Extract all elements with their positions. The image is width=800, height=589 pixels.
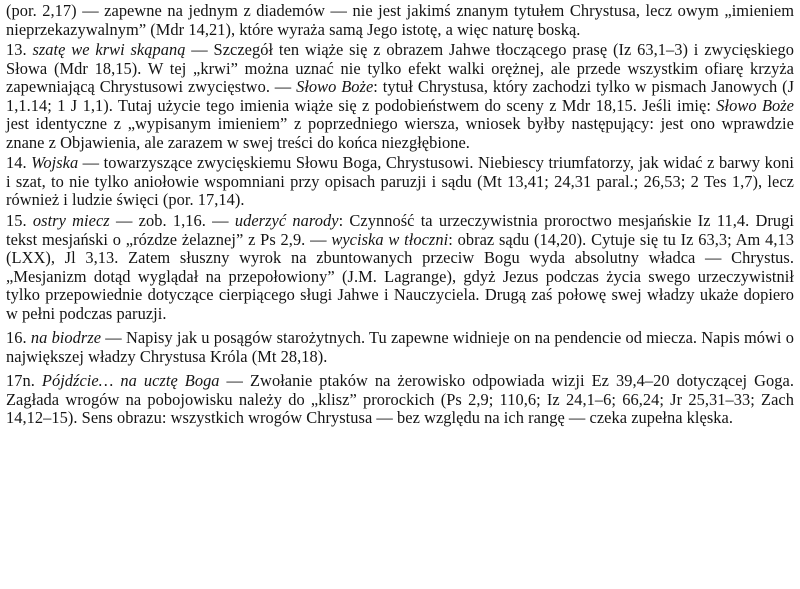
italic-term: Pójdźcie… na ucztę Boga [41, 371, 220, 391]
italic-term: ostry miecz [32, 211, 110, 231]
text-run: : obraz sądu (14,20). Cytuje się tu Iz 63,3; Am 4,13 (LXX), Jl 3,13. Zatem słuszny wyrok na zbuntowanych przeciw Bogu wyda absolutny władca — Chrystus. „Mesjanizm dotąd wyglądał na przepołowiony” (J.M. Lagrange), gdyż Jezus podczas życia swego urzeczywistnił tylko przepowiednie dotyczące cierpiącego sługi Jahwe i Nauczyciela. Drugą zaś połowę swej władzy ukaże dopiero w pełni podczas paruzji. [6, 229, 794, 323]
paragraph [6, 212, 794, 323]
text-run: — Zwołanie ptaków na żerowisko odpowiada wizji Ez 39,4–20 dotyczącej Goga. Zagłada wrogów na pobojowisku należy do „klisz” prorockich (Ps 2,9; 110,6; Iz 24,1–6; 66,24; Jr 25,31–33; Zach 14,12–15). Sens obrazu: wszystkich wrogów Chrystusa — bez względu na ich rangę — czeka zupełna klęska. [6, 371, 795, 428]
italic-term: Słowo Boże [716, 95, 795, 115]
text-run: jest identyczne z „wypisanym imieniem” z poprzedniego wiersza, wniosek byłby następujący: jest ono wprawdzie znane z Objawienia, ale zarazem w swej treści do końca niezgłębione. [6, 114, 794, 152]
paragraph [6, 372, 794, 428]
text-run: — towarzyszące zwycięskiemu Słowu Boga, Chrystusowi. Niebiescy triumfatorzy, jak widać z barwy koni i szat, to nie tylko aniołowie wspomniani przy opisach paruzji i sądu (Mt 13,41; 24,31 paral.; 26,53; 2 Tes 1,7), lecz również i ludzie święci (por. 17,14). [6, 153, 794, 210]
text-run: : Czynność ta urzeczywistnia proroctwo mesjańskie Iz 11,4. Drugi tekst mesjański o „rózdze żelaznej” z Ps 2,9. — [6, 211, 794, 249]
text-run: — Szczegół ten wiąże się z obrazem Jahwe tłoczącego prasę (Iz 63,1–3) i zwycięskiego Słowa (Mdr 18,15). W tej „krwi” można uznać nie tylko efekt walki orężnej, ale przede wszystkim ofiarę krzyża zapewniającą Chrystusowi zwycięstwo. — [6, 40, 794, 97]
paragraph [6, 154, 794, 210]
text-run: : tytuł Chrystusa, który zachodzi tylko w pismach Janowych (J 1,1.14; 1 J 1,1). Tutaj użycie tego imienia wiąże się z podobieństwem do sceny z Mdr 18,15. Jeśli imię: [6, 77, 795, 115]
paragraph [6, 329, 794, 366]
italic-term: Wojska [31, 153, 79, 173]
paragraph [6, 2, 794, 39]
text-run: (por. 2,17) — zapewne na jednym z diademów — nie jest jakimś znanym tytułem Chrystusa, lecz owym „imieniem nieprzekazywalnym” (Mdr 14,21), które wyraża samą Jego istotę, a więc naturę boską. [6, 1, 794, 39]
italic-term: szatę we krwi skąpaną [32, 40, 186, 60]
text-run: 15. [6, 211, 33, 231]
text-run: 13. [6, 40, 33, 60]
italic-term: wyciska w tłoczni [331, 229, 449, 249]
text-run: 16. [6, 328, 31, 348]
italic-term: Słowo Boże [296, 77, 374, 97]
italic-term: uderzyć narody [234, 211, 339, 231]
text-run: — zob. 1,16. — [109, 211, 235, 231]
paragraph [6, 41, 794, 152]
italic-term: na biodrze [30, 328, 102, 348]
text-run: 14. [6, 153, 32, 173]
commentary-text [6, 2, 794, 428]
text-run: — Napisy jak u posągów starożytnych. Tu zapewne widnieje on na pendencie od miecza. Napis mówi o największej władzy Chrystusa Króla (Mt 28,18). [6, 328, 794, 366]
text-run: 17n. [6, 371, 42, 391]
